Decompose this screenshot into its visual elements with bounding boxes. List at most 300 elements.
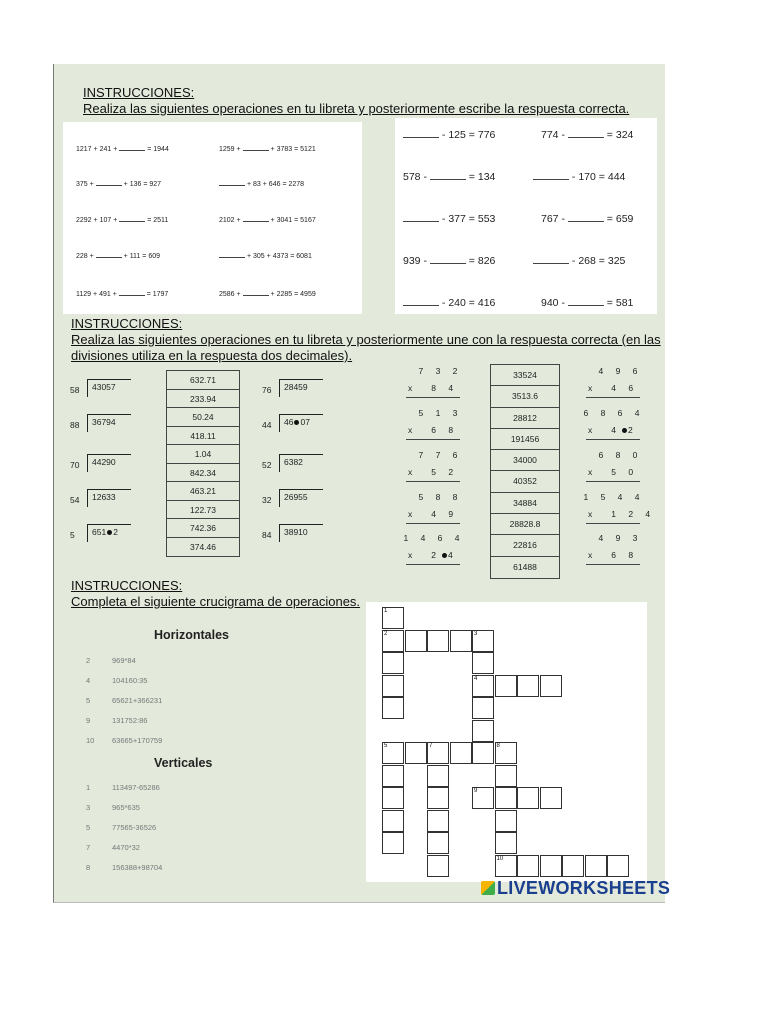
clue-number: 8 (86, 863, 91, 872)
division-bracket (87, 454, 131, 472)
sub-term: = (606, 213, 613, 225)
clue-number: 3 (86, 803, 91, 812)
answer-blank[interactable] (119, 213, 145, 222)
multiplier-digits: 5 0 (611, 467, 639, 477)
answer-blank[interactable] (568, 211, 604, 222)
sub-term: = (468, 213, 475, 225)
sum-term: 375 (76, 181, 88, 188)
sub-term: = (598, 171, 605, 183)
horizontal-clue (86, 696, 162, 705)
vertical-clue (86, 863, 162, 872)
crossword-clue-number: 4 (474, 675, 478, 682)
section2-instructions-line1: Realiza las siguientes operaciones en tu libreta y posteriormente une con la respuesta correcta (en las (71, 332, 661, 347)
dividend: 46 (284, 417, 294, 427)
multiplication-answer[interactable]: 40352 (491, 471, 559, 492)
crossword-cell[interactable] (495, 810, 517, 832)
crossword-cell[interactable] (495, 675, 517, 697)
sub-term: 444 (607, 171, 626, 183)
multiplication-line (586, 397, 640, 398)
clue-number: 1 (86, 783, 91, 792)
times-sign: x (408, 550, 418, 560)
sum-term: 111 (129, 253, 141, 260)
divisor: 84 (262, 530, 272, 540)
horizontales-heading: Horizontales (154, 628, 230, 642)
crossword-clue-number: 10 (496, 855, 504, 862)
dividend: 36794 (92, 417, 116, 427)
crossword-clue-number: 5 (384, 743, 388, 749)
answer-blank[interactable] (119, 287, 145, 296)
division-answer[interactable]: 374.46 (190, 541, 216, 552)
sub-term: = (606, 297, 613, 309)
sum-term: + (236, 291, 241, 298)
multiplicand: 4 9 6 (598, 366, 643, 376)
crossword-cell[interactable] (472, 787, 494, 809)
sum-term: + (270, 291, 275, 298)
multiplier-digits: 2 (627, 425, 638, 435)
dividend: 651 (92, 527, 107, 537)
divisor: 88 (70, 420, 80, 430)
sum-row (219, 287, 316, 298)
sum-term: 1944 (153, 146, 169, 153)
decimal-point (442, 553, 447, 558)
sum-term: + (123, 253, 128, 260)
answer-blank[interactable] (430, 169, 466, 180)
sub-term: - (423, 255, 427, 267)
crossword-cell[interactable] (472, 742, 494, 764)
division-answer[interactable]: 1.04 (167, 445, 239, 464)
clue-operation: 131752:86 (112, 716, 148, 725)
sum-term: 609 (148, 253, 161, 260)
times-sign: x (588, 550, 598, 560)
dividend: 28459 (284, 382, 308, 392)
answer-blank[interactable] (568, 127, 604, 138)
subtraction-row (533, 169, 625, 183)
multiplication-answers-column (490, 364, 560, 579)
multiplier (408, 467, 458, 477)
sub-term: 377 (448, 213, 466, 225)
multiplier-digits: 6 8 (431, 425, 459, 435)
crossword-cell[interactable] (427, 855, 449, 877)
dividend: 26955 (284, 492, 308, 502)
sub-term: - (561, 213, 565, 225)
sum-term: 107 (99, 217, 112, 224)
crossword-cell[interactable] (382, 652, 404, 674)
crossword-cell[interactable] (382, 607, 404, 629)
clue-number: 5 (86, 823, 91, 832)
multiplication-line (586, 439, 640, 440)
crossword-cell[interactable] (495, 787, 517, 809)
section2-title: INSTRUCCIONES: (71, 316, 183, 331)
sum-term: 2292 (76, 217, 92, 224)
sum-term: 1259 (219, 146, 235, 153)
sub-term: 325 (607, 255, 626, 267)
sum-term: + (89, 181, 94, 188)
answer-blank[interactable] (96, 249, 122, 258)
dividend: 43057 (92, 382, 116, 392)
sum-term: = (147, 217, 152, 224)
sub-term: - (441, 129, 446, 141)
crossword-cell[interactable] (450, 742, 472, 764)
sub-term: 826 (477, 255, 496, 267)
sub-term: 170 (578, 171, 596, 183)
sub-term: 774 (541, 129, 559, 141)
clue-number: 4 (86, 676, 91, 685)
division-answer[interactable]: 50.24 (167, 408, 239, 427)
vertical-clue (86, 843, 140, 852)
clue-number: 7 (86, 843, 91, 852)
multiplication-answer[interactable]: 28828.8 (491, 514, 559, 535)
sum-term: + (236, 217, 241, 224)
answer-blank[interactable] (243, 142, 269, 151)
sum-term: + (93, 291, 98, 298)
sum-term: + (93, 217, 98, 224)
crossword-cell[interactable] (472, 630, 494, 652)
sub-term: 268 (578, 255, 596, 267)
vertical-clue (86, 783, 160, 792)
answer-blank[interactable] (533, 253, 569, 264)
dividend: 6382 (284, 457, 303, 467)
multiplication-answer[interactable]: 191456 (491, 429, 559, 450)
answer-blank[interactable] (243, 287, 269, 296)
multiplier (588, 550, 638, 560)
answer-blank[interactable] (430, 253, 466, 264)
subtraction-row (541, 127, 633, 141)
sub-term: - (441, 213, 446, 225)
subtraction-row (541, 295, 633, 309)
clue-operation: 63665+170759 (112, 736, 163, 745)
sum-row (76, 142, 169, 153)
sum-term: 5121 (300, 146, 316, 153)
multiplier (588, 383, 638, 393)
sum-term: = (143, 181, 148, 188)
sum-term: 927 (149, 181, 162, 188)
section1-title: INSTRUCCIONES: (83, 85, 195, 100)
division-answer[interactable]: 122.73 (167, 501, 239, 520)
crossword-cell[interactable] (517, 855, 539, 877)
sum-term: + (112, 291, 117, 298)
sum-term: = (294, 217, 299, 224)
dividend: 2 (113, 527, 118, 537)
crossword-cell[interactable] (427, 787, 449, 809)
crossword-clue-number: 1 (384, 608, 388, 614)
crossword-cell[interactable] (427, 630, 449, 652)
sub-term: 240 (448, 297, 466, 309)
sub-term: - (571, 171, 576, 183)
sum-term: 2102 (219, 217, 235, 224)
multiplier-digits: 5 2 (431, 467, 459, 477)
answer-blank[interactable] (403, 295, 439, 306)
division-bracket (279, 454, 323, 472)
multiplication-answer[interactable]: 34000 (491, 450, 559, 471)
multiplication-answer[interactable]: 22816 (491, 535, 559, 556)
sum-term: + (113, 217, 118, 224)
crossword-cell[interactable] (495, 855, 517, 877)
division-answer[interactable]: 418.11 (167, 427, 239, 446)
sum-row (76, 249, 160, 260)
sum-term: 6081 (296, 253, 312, 260)
sum-row (76, 177, 161, 188)
division-answer[interactable]: 463.21 (167, 482, 239, 501)
multiplication-line (406, 481, 460, 482)
multiplication-line (406, 439, 460, 440)
answer-blank[interactable] (219, 177, 245, 186)
sum-term: = (290, 253, 295, 260)
multiplication-line (406, 397, 460, 398)
crossword-clue-number: 7 (429, 743, 433, 749)
sum-term: = (294, 146, 299, 153)
clue-number: 5 (86, 696, 91, 705)
crossword-cell[interactable] (405, 742, 427, 764)
sub-term: = (468, 129, 475, 141)
sum-term: 3041 (276, 217, 293, 224)
sub-term: - (441, 297, 446, 309)
sum-term: 305 (253, 253, 265, 260)
sub-term: 324 (615, 129, 634, 141)
sum-term: 136 (129, 181, 142, 188)
multiplication-line (406, 523, 460, 524)
crossword-cell[interactable] (585, 855, 607, 877)
multiplication-line (586, 564, 640, 565)
crossword-cell[interactable] (382, 810, 404, 832)
crossword-cell[interactable] (427, 810, 449, 832)
times-sign: x (588, 467, 598, 477)
crossword-cell[interactable] (540, 675, 562, 697)
sum-term: = (294, 291, 299, 298)
crossword-cell[interactable] (405, 630, 427, 652)
crossword-cell[interactable] (472, 697, 494, 719)
sub-term: 581 (615, 297, 634, 309)
multiplication-line (586, 481, 640, 482)
sum-row (76, 287, 168, 298)
multiplication-answer[interactable]: 33524 (491, 365, 559, 386)
clue-operation: 113497-65286 (112, 783, 160, 792)
sum-term: 228 (76, 253, 88, 260)
multiplication-answer[interactable]: 3513.6 (491, 386, 559, 407)
subtraction-row (403, 253, 495, 267)
sum-term: 491 (99, 291, 111, 298)
multiplier (408, 425, 458, 435)
clue-number: 10 (86, 736, 95, 745)
subtraction-row (533, 253, 625, 267)
section3-title: INSTRUCCIONES: (71, 578, 183, 593)
crossword-cell[interactable] (540, 855, 562, 877)
sub-term: 659 (615, 213, 634, 225)
division-answer[interactable]: 842.34 (167, 464, 239, 483)
division-answers-column (166, 370, 240, 557)
division-answer[interactable]: 233.94 (167, 390, 239, 409)
crossword-cell[interactable] (382, 787, 404, 809)
sub-term: 767 (541, 213, 559, 225)
times-sign: x (588, 509, 598, 519)
sum-term: + (236, 146, 241, 153)
answer-blank[interactable] (96, 177, 122, 186)
crossword-cell[interactable] (607, 855, 629, 877)
multiplier (408, 509, 458, 519)
sum-row (219, 213, 316, 224)
division-bracket (87, 489, 131, 507)
sub-term: 134 (477, 171, 496, 183)
crossword-cell[interactable] (382, 742, 404, 764)
crossword-clue-number: 2 (384, 630, 388, 637)
answer-blank[interactable] (403, 211, 439, 222)
sum-term: 3783 (276, 146, 293, 153)
clue-operation: 104160:35 (112, 676, 148, 685)
multiplicand: 7 7 6 (418, 450, 463, 460)
crossword-cell[interactable] (562, 855, 584, 877)
sum-term: 2511 (153, 217, 169, 224)
multiplication-answer[interactable]: 34884 (491, 493, 559, 514)
answer-blank[interactable] (119, 142, 145, 151)
sum-term: + (123, 181, 128, 188)
sum-term: 1129 (76, 291, 92, 298)
crossword-cell[interactable] (495, 742, 517, 764)
sum-term: 241 (99, 146, 112, 153)
crossword-cell[interactable] (450, 630, 472, 652)
sum-term: 4373 (272, 253, 289, 260)
crossword-cell[interactable] (517, 787, 539, 809)
sum-row (219, 249, 312, 260)
division-bracket (279, 524, 323, 542)
sum-term: + (89, 253, 94, 260)
decimal-point (107, 530, 112, 535)
division-bracket (279, 489, 323, 507)
multiplier (588, 509, 655, 519)
decimal-point (622, 428, 627, 433)
answer-blank[interactable] (403, 127, 439, 138)
division-answer[interactable]: 742.36 (167, 519, 239, 538)
multiplication-answer[interactable]: 61488 (513, 561, 537, 572)
section1-instructions: Realiza las siguientes operaciones en tu libreta y posteriormente escribe la respuesta correcta. (83, 101, 630, 116)
crossword-cell[interactable] (472, 675, 494, 697)
crossword-cell[interactable] (517, 675, 539, 697)
clue-number: 2 (86, 656, 91, 665)
multiplicand: 5 8 8 (418, 492, 463, 502)
division-bracket (279, 379, 323, 397)
crossword-cell[interactable] (472, 720, 494, 742)
multiplier-digits: 6 8 (611, 550, 639, 560)
sum-term: 83 (253, 181, 261, 188)
sum-term: + (246, 181, 252, 188)
answer-blank[interactable] (568, 295, 604, 306)
sub-term: 553 (477, 213, 496, 225)
divisor: 58 (70, 385, 80, 395)
crossword-cell[interactable] (427, 832, 449, 854)
horizontal-clue (86, 716, 147, 725)
division-bracket (87, 524, 131, 542)
sum-row (219, 142, 316, 153)
crossword-cell[interactable] (382, 675, 404, 697)
multiplier-digits: 4 (611, 425, 621, 435)
division-bracket (87, 414, 131, 432)
division-bracket (87, 379, 131, 397)
crossword-cell[interactable] (540, 787, 562, 809)
times-sign: x (408, 509, 418, 519)
sum-term: + (270, 217, 275, 224)
times-sign: x (588, 383, 598, 393)
logo-text: LIVEWORKSHEETS (497, 878, 671, 898)
crossword-clue-number: 8 (496, 743, 500, 749)
horizontal-clue (86, 736, 162, 745)
sum-term: 2586 (219, 291, 235, 298)
multiplicand: 4 9 3 (598, 533, 643, 543)
times-sign: x (408, 383, 418, 393)
divisor: 32 (262, 495, 272, 505)
multiplier (588, 467, 638, 477)
dividend: 38910 (284, 527, 308, 537)
multiplication-answer[interactable]: 28812 (491, 408, 559, 429)
subtraction-row (403, 295, 495, 309)
multiplier-digits: 1 2 4 (611, 509, 656, 519)
clue-operation: 4470*32 (112, 843, 140, 852)
clue-operation: 965*635 (112, 803, 140, 812)
crossword-cell[interactable] (382, 832, 404, 854)
subtraction-row (403, 211, 495, 225)
sub-term: 940 (541, 297, 559, 309)
sum-row (219, 177, 304, 188)
multiplier-digits: 4 6 (611, 383, 639, 393)
sub-term: = (468, 255, 475, 267)
verticales-heading: Verticales (154, 756, 213, 770)
division-answer[interactable]: 632.71 (167, 371, 239, 390)
sub-term: = (468, 297, 475, 309)
divisor: 5 (70, 530, 75, 540)
multiplicand: 1 5 4 4 (583, 492, 645, 502)
subtraction-row (403, 169, 495, 183)
crossword-cell[interactable] (382, 630, 404, 652)
multiplier-digits: 2 (431, 550, 441, 560)
answer-blank[interactable] (533, 169, 569, 180)
sum-term: = (142, 253, 147, 260)
divisor: 70 (70, 460, 80, 470)
sum-term: + (270, 146, 275, 153)
decimal-point (294, 420, 299, 425)
sub-term: - (561, 297, 565, 309)
sum-term: 2285 (276, 291, 293, 298)
multiplicand: 1 4 6 4 (403, 533, 465, 543)
answer-blank[interactable] (219, 249, 245, 258)
crossword-clue-number: 3 (474, 630, 478, 637)
crossword-cell[interactable] (382, 697, 404, 719)
sub-term: - (423, 171, 427, 183)
times-sign: x (408, 467, 418, 477)
liveworksheets-logo-icon (481, 881, 495, 895)
crossword-clue-number: 9 (474, 788, 478, 794)
section3-instructions: Completa el siguiente crucigrama de operaciones. (71, 594, 361, 609)
sub-term: 125 (448, 129, 466, 141)
crossword-cell[interactable] (382, 765, 404, 787)
sum-term: + (266, 253, 271, 260)
crossword-cell[interactable] (427, 765, 449, 787)
multiplicand: 6 8 6 4 (583, 408, 645, 418)
sum-term: 5167 (300, 217, 316, 224)
dividend: 07 (300, 417, 310, 427)
clue-operation: 65621+366231 (112, 696, 163, 705)
sum-term: = (147, 146, 152, 153)
divisor: 52 (262, 460, 272, 470)
sum-term: 4959 (300, 291, 316, 298)
sum-term: 1797 (152, 291, 169, 298)
crossword-cell[interactable] (427, 742, 449, 764)
crossword-cell[interactable] (495, 832, 517, 854)
crossword-cell[interactable] (472, 652, 494, 674)
crossword-cell[interactable] (495, 765, 517, 787)
liveworksheets-logo (481, 878, 670, 899)
multiplier (408, 550, 458, 560)
multiplier-digits: 4 9 (431, 509, 459, 519)
answer-blank[interactable] (243, 213, 269, 222)
multiplier (588, 425, 638, 435)
division-bracket (279, 414, 323, 432)
